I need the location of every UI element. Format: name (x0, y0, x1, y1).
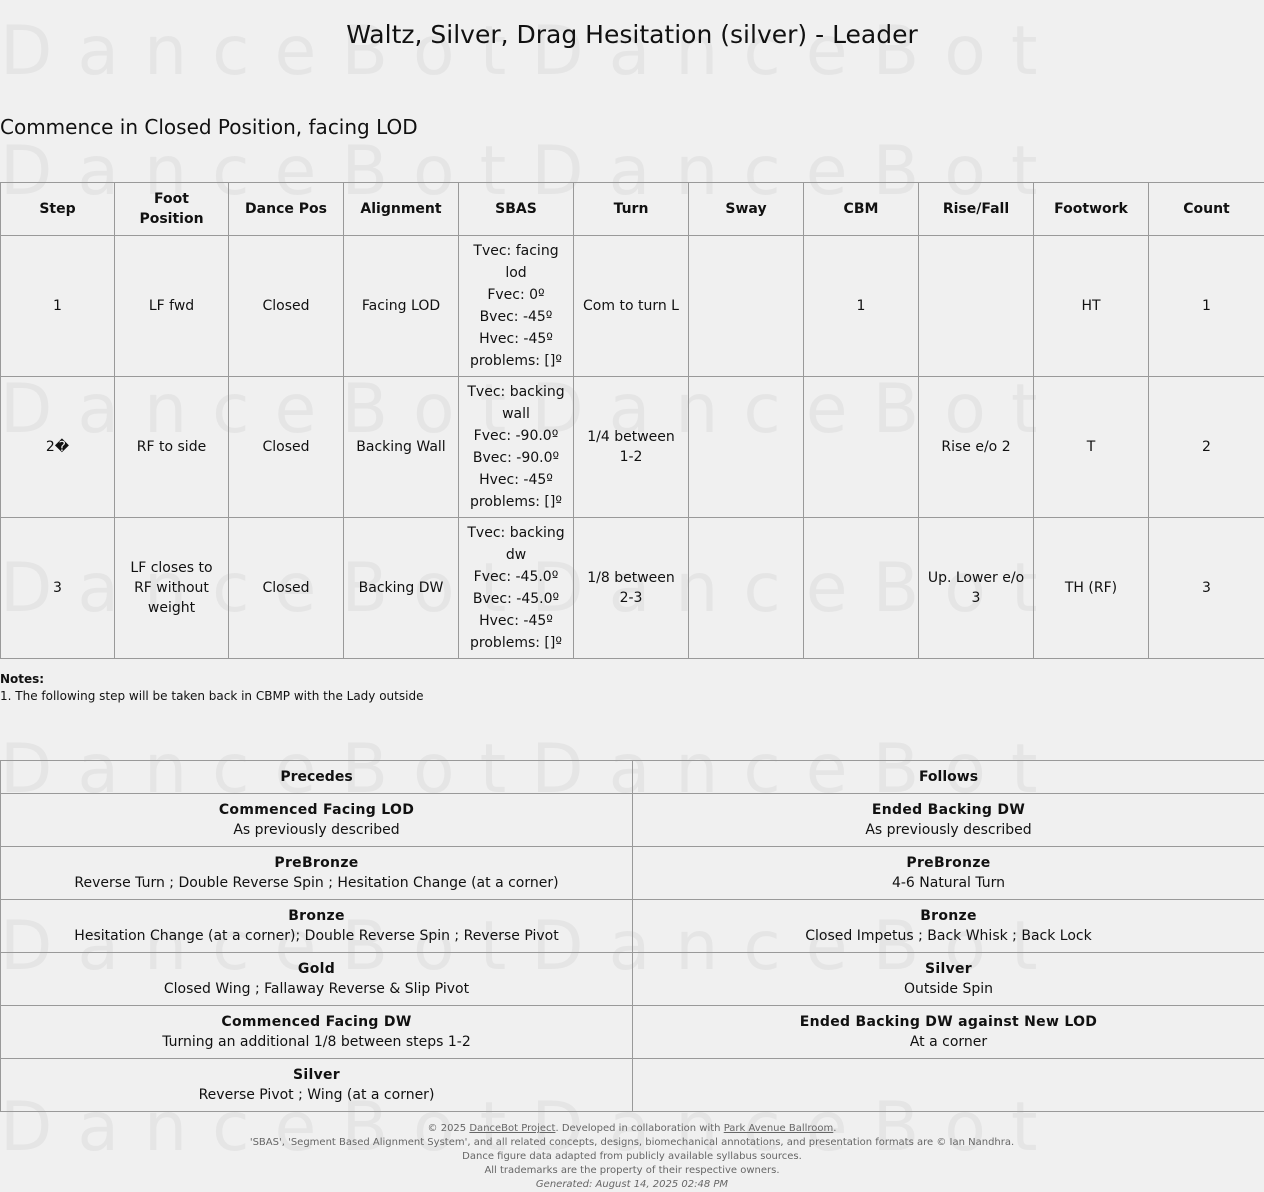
header-rise-fall: Rise/Fall (919, 183, 1034, 236)
follows-figures: Outside Spin (903, 981, 994, 997)
follows-header: Follows (633, 761, 1264, 794)
sbas-bvec: Bvec: -45.0º (472, 591, 560, 607)
header-step: Step (1, 183, 115, 236)
dance-pos: Closed (229, 518, 344, 659)
notes-section (0, 671, 423, 705)
copyright-period: . (833, 1123, 837, 1134)
sbas-cell (459, 518, 574, 659)
follows-figures: Closed Impetus ; Back Whisk ; Back Lock (805, 928, 1092, 944)
precedes-group-title: Gold (297, 961, 336, 977)
sbas-fvec: Fvec: -45.0º (473, 569, 559, 585)
turn: Com to turn L (574, 236, 689, 377)
sbas-problems: problems: []º (470, 635, 562, 651)
sbas-copyright-line: 'SBAS', 'Segment Based Alignment System', and all related concepts, designs, biomechanical annotations, and presentation formats are © Ian Nandhra. (249, 1137, 1015, 1148)
page-footer (0, 1122, 1264, 1192)
table-row (1, 377, 1264, 518)
copyright-text: © 2025 (427, 1123, 467, 1134)
sway (689, 236, 804, 377)
follows-cell (633, 794, 1264, 847)
follows-group-title: Silver (924, 961, 972, 977)
step-number: 3 (1, 518, 115, 659)
follows-cell (633, 847, 1264, 900)
steps-table (0, 182, 1264, 659)
header-cbm: CBM (804, 183, 919, 236)
alignment: Backing DW (344, 518, 459, 659)
sbas-bvec: Bvec: -45º (479, 309, 553, 325)
steps-header-row (1, 183, 1264, 236)
sbas-tvec: Tvec: backing dw (467, 525, 565, 563)
follows-group-title: Bronze (920, 908, 977, 924)
follows-cell (633, 1006, 1264, 1059)
sbas-fvec: Fvec: 0º (487, 287, 545, 303)
foot-position: LF fwd (115, 236, 229, 377)
precedes-group-title: Commenced Facing LOD (218, 802, 415, 818)
precedes-group-title: PreBronze (274, 855, 359, 871)
precedes-figures: Reverse Pivot ; Wing (at a corner) (198, 1087, 435, 1103)
relations-header-row (1, 761, 1264, 794)
sbas-tvec: Tvec: facing lod (473, 243, 559, 281)
precedes-figures: Hesitation Change (at a corner); Double Reverse Spin ; Reverse Pivot (74, 928, 559, 944)
header-turn: Turn (574, 183, 689, 236)
rise-fall: Up. Lower e/o 3 (919, 518, 1034, 659)
table-row (1, 518, 1264, 659)
step-number: 2� (1, 377, 115, 518)
precedes-cell (1, 847, 633, 900)
sbas-hvec: Hvec: -45º (479, 331, 553, 347)
data-source-line: Dance figure data adapted from publicly available syllabus sources. (462, 1151, 802, 1162)
turn: 1/8 between 2-3 (574, 518, 689, 659)
header-foot-position: Foot Position (115, 183, 229, 236)
table-row (1, 847, 1264, 900)
alignment: Facing LOD (344, 236, 459, 377)
copyright-line (0, 1122, 1264, 1136)
sbas-cell (459, 377, 574, 518)
rise-fall (919, 236, 1034, 377)
commence-position-heading: Commence in Closed Position, facing LOD (0, 115, 418, 139)
precedes-figures: Turning an additional 1/8 between steps 1-2 (162, 1034, 471, 1050)
follows-group-title: Ended Backing DW against New LOD (799, 1014, 1098, 1030)
note-item: 1. The following step will be taken back in CBMP with the Lady outside (0, 689, 424, 703)
header-alignment: Alignment (344, 183, 459, 236)
trademark-line: All trademarks are the property of their respective owners. (484, 1165, 780, 1176)
turn: 1/4 between 1-2 (574, 377, 689, 518)
precedes-figures: Closed Wing ; Fallaway Reverse & Slip Pivot (163, 981, 470, 997)
precedes-cell (1, 1059, 633, 1112)
precedes-cell (1, 794, 633, 847)
precedes-cell (1, 900, 633, 953)
sbas-fvec: Fvec: -90.0º (473, 428, 559, 444)
collaboration-text: . Developed in collaboration with (555, 1123, 721, 1134)
notes-label: Notes: (0, 672, 45, 686)
header-footwork: Footwork (1034, 183, 1149, 236)
table-row (1, 794, 1264, 847)
dancebot-project-link[interactable]: DanceBot Project (469, 1123, 556, 1134)
header-sway: Sway (689, 183, 804, 236)
precedes-group-title: Bronze (288, 908, 345, 924)
sbas-bvec: Bvec: -90.0º (472, 450, 560, 466)
table-row (1, 1006, 1264, 1059)
precedes-header: Precedes (1, 761, 633, 794)
follows-figures: As previously described (865, 822, 1032, 838)
foot-position: RF to side (115, 377, 229, 518)
table-row (1, 900, 1264, 953)
precedes-figures: Reverse Turn ; Double Reverse Spin ; Hesitation Change (at a corner) (74, 875, 559, 891)
dance-pos: Closed (229, 377, 344, 518)
page-title: Waltz, Silver, Drag Hesitation (silver) - Leader (346, 20, 918, 49)
sbas-problems: problems: []º (470, 353, 562, 369)
table-row (1, 953, 1264, 1006)
follows-cell (633, 953, 1264, 1006)
header-count: Count (1149, 183, 1264, 236)
table-row (1, 1059, 1264, 1112)
sway (689, 377, 804, 518)
cbm (804, 377, 919, 518)
sbas-problems: problems: []º (470, 494, 562, 510)
follows-group-title: Ended Backing DW (871, 802, 1026, 818)
sbas-cell (459, 236, 574, 377)
table-row (1, 236, 1264, 377)
count: 1 (1149, 236, 1264, 377)
follows-figures: At a corner (909, 1034, 988, 1050)
precedes-group-title: Silver (292, 1067, 340, 1083)
precedes-cell (1, 1006, 633, 1059)
follows-cell (633, 1059, 1264, 1112)
header-dance-pos: Dance Pos (229, 183, 344, 236)
follows-group-title: PreBronze (906, 855, 991, 871)
rise-fall: Rise e/o 2 (919, 377, 1034, 518)
cbm (804, 518, 919, 659)
count: 2 (1149, 377, 1264, 518)
header-sbas: SBAS (459, 183, 574, 236)
precedes-follows-table (0, 760, 1264, 1112)
sbas-hvec: Hvec: -45º (479, 472, 553, 488)
footwork: T (1034, 377, 1149, 518)
count: 3 (1149, 518, 1264, 659)
footwork: HT (1034, 236, 1149, 377)
sbas-hvec: Hvec: -45º (479, 613, 553, 629)
follows-cell (633, 900, 1264, 953)
dance-pos: Closed (229, 236, 344, 377)
footwork: TH (RF) (1034, 518, 1149, 659)
sbas-tvec: Tvec: backing wall (467, 384, 565, 422)
step-number: 1 (1, 236, 115, 377)
foot-position: LF closes to RF without weight (115, 518, 229, 659)
precedes-cell (1, 953, 633, 1006)
precedes-group-title: Commenced Facing DW (221, 1014, 412, 1030)
sway (689, 518, 804, 659)
alignment: Backing Wall (344, 377, 459, 518)
precedes-figures: As previously described (233, 822, 400, 838)
generated-timestamp: Generated: August 14, 2025 02:48 PM (535, 1179, 729, 1190)
park-avenue-ballroom-link[interactable]: Park Avenue Ballroom (723, 1123, 834, 1134)
follows-figures: 4-6 Natural Turn (891, 875, 1006, 891)
cbm: 1 (804, 236, 919, 377)
